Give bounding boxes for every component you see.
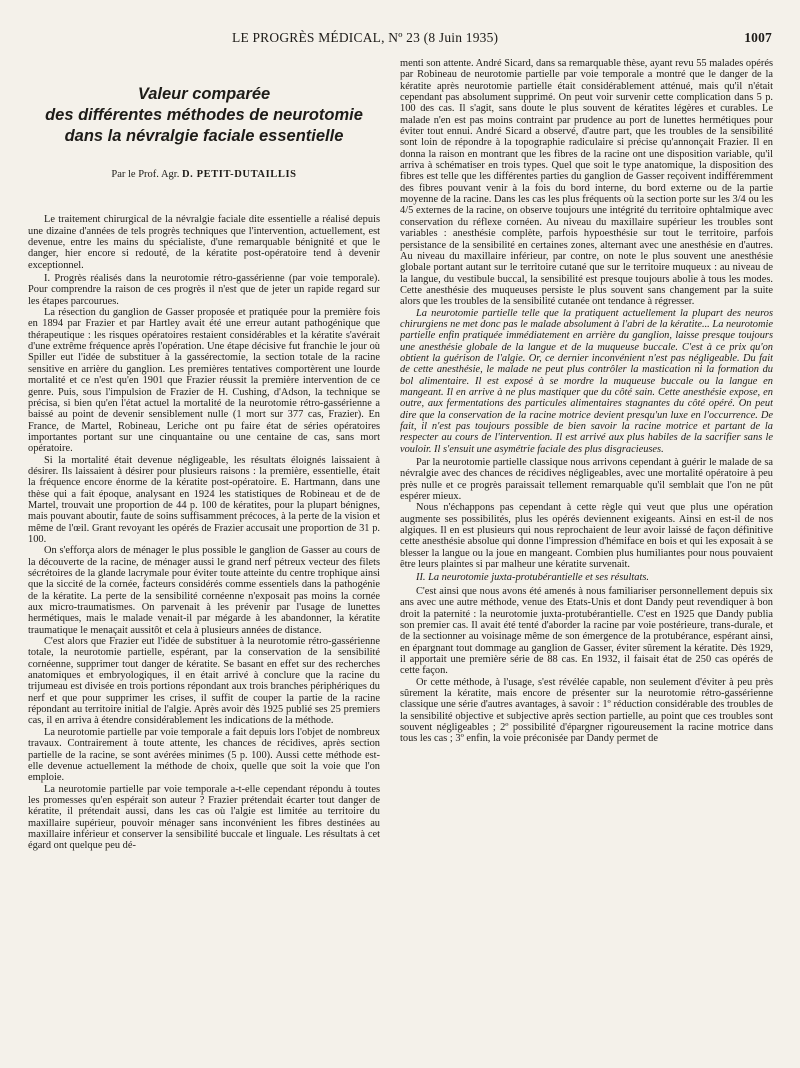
paragraph: La résection du ganglion de Gasser proposée et pratiquée pour la première fois en 1894 par Frazier et par Hartley avait été une erreur autant pathogénique que thérapeutique : les risques opératoires restaient considérables et la kératite s'avérait d'une extrême fréquence après l'opération. Une étape décisive fut franchie le jour où Spiller eut l'idée de substituer à la gassérectomie, la section totale de la racine sensitive en arrière du ganglion. Les premières tentatives comportèrent une lourde mortalité et ce n'est qu'en 1901 que Frazier réussit la première intervention de ce genre. Puis, sous l'impulsion de Frazier de H. Cushing, d'Adson, la technique se précisa, si bien qu'en l'état actuel la mortalité de la neurotomie rétro-gassérienne a baissé au point de devenir sensiblement nulle (1 mort sur 377 cas, Frazier). En France, de Martel, Robineau, Leriche ont pu faire état de séries opératoires importantes portant sur une cinquantaine ou une centaine de cas, sans mort opératoire. bbox=[28, 307, 380, 455]
paragraph: Le traitement chirurgical de la névralgie faciale dite essentielle a réalisé depuis une dizaine d'années de tels progrès techniques que l'intervention, actuellement, est devenue, entre les mains du spécialiste, d'une remarquable bénignité et que le danger, hier encore si redouté, de la kératite post-opératoire tend à devenir exceptionnel. bbox=[28, 214, 380, 271]
paragraph: Nous n'échappons pas cependant à cette règle qui veut que plus une opération augmente ses possibilités, plus les opérés deviennent exigeants. Ainsi en est-il de nos algiques. Il en est plusieurs qui nous reprochaient de leur avoir laissé de façon définitive cette anesthésie absolue qui donne l'impression d'hémiface en bois et qui les exposait à se blesser la langue ou la joue en mangeant. Combien plus humiliantes pour nous pouvaient être leurs plaintes si par malheur une kératite survenait. bbox=[400, 502, 773, 571]
page-number: 1007 bbox=[744, 30, 772, 45]
title-line: des différentes méthodes de neurotomie bbox=[45, 106, 363, 124]
paragraph: I. Progrès réalisés dans la neurotomie rétro-gassérienne (par voie temporale). Pour comprendre la raison de ces progrès il n'est que de jeter un rapide regard sur les étapes parcourues. bbox=[28, 273, 380, 307]
byline bbox=[28, 169, 380, 180]
paragraph: menti son attente. André Sicard, dans sa remarquable thèse, ayant revu 55 malades opérés par Robineau de neurotomie partielle par voie temporale a montré que le danger de la kératite après neurotomie partielle était considérablement atténué, mais qu'il n'était cependant pas absolument supprimé. On peut voir survenir cette complication dans 5 p. 100 des cas. Il s'agit, sans doute le plus souvent de kératites légères et curables. Le malade n'en est pas moins contraint par prudence au port de lunettes hermétiques pour éviter tout ennui. André Sicard a observé, d'autre part, que les troubles de la sensibilité sont loin de répondre à la topographie radiculaire si précise qu'annonçait Frazier. Il en donna la raison en montrant que les fibres de la racine ont une disposition variable, qu'il arriva à schématiser en trois types. Quel que soit le type anatomique, la disposition des fibres est telle que les différentes parties du ganglion de Gasser reçoivent indifféremment des fibres pouvant venir à la fois du bord interne, du bord externe ou de la partie moyenne de la racine. Dans les cas les plus fréquents où la section porte sur les 3/4 ou les 4/5 externes de la racine, on observe toujours une intégrité du territoire ophtalmique avec conservation du réflexe cornéen. Au niveau du maxillaire supérieur les troubles sont variables : anesthésie complète, parfois hypoesthésie sur tout le territoire, parfois persistance de la sensibilité en certaines zones, alternant avec une anesthésie en d'autres. Au niveau du maxillaire inférieur, par contre, on note le plus souvent une anesthésie globale portant autant sur le territoire cutané que sur le territoire muqueux : au niveau de la langue, du vestibule buccal, la sensibilité est presque toujours abolie à tous les modes. Cette anesthésie des muqueuses persiste le plus souvent sans changement par la suite alors que les troubles de la sensibilité cutanée ont tendance à régresser. bbox=[400, 58, 773, 308]
title-line: dans la névralgie faciale essentielle bbox=[64, 127, 344, 145]
paragraph: La neurotomie partielle par voie temporale a fait depuis lors l'objet de nombreux travaux. Contrairement à toute attente, les chances de récidives, après section partielle de la racine, se sont avérées minimes (5 p. 100). Aussi cette méthode est-elle devenue actuellement la méthode de choix, quelle que soit la voie que l'on emploie. bbox=[28, 726, 380, 784]
paragraph: C'est ainsi que nous avons été amenés à nous familiariser personnellement depuis six ans avec une autre méthode, venue des Etats-Unis et dont Dandy peut revendiquer à bon droit la paternité : la neurotomie juxta-protubérantielle. C'est en 1925 que Dandy publia son premier cas. Il avait été tenté d'aborder la racine par voie postérieure, trans-durale, et de la sectionner au voisinage même de son émergence de la protubérance, espérant ainsi, en épargnant tout dommage au ganglion de Gasser, éviter sûrement la kératite. Dès 1929, il apportait une première série de 88 cas. En 1932, il faisait état de 250 cas opérés de cette façon. bbox=[400, 585, 773, 677]
author-name: D. PETIT-DUTAILLIS bbox=[181, 169, 297, 180]
article-title bbox=[28, 84, 380, 147]
paragraph: Si la mortalité était devenue négligeable, les résultats éloignés laissaient à désirer. Ils laissaient à désirer pour plusieurs raisons : la première, essentielle, était la fréquence encore énorme de la kératite post-opératoire. E. Hartmann, dans une thèse qui a fait époque, analysant en 1924 les statistiques de Robineau et de de Martel, trouvait une proportion de 44 p. 100 de kératites, pour la plupart bénignes, mais pouvant aboutir, faute de soins suffisamment précoces, à la perte de la vision et même de l'œil. Grant revoyant les opérés de Frazier accusait une proportion de 31 p. 100. bbox=[28, 454, 380, 545]
paragraph: La neurotomie partielle telle que la pratiquent actuellement la plupart des neuros chirurgiens ne met donc pas le malade absolument à l'abri de la kératite... La neurotomie partielle enfin pratiquée immédiatement en arrière du ganglion, laisse presque toujours une anesthésie globale de la langue et de la muqueuse buccale. C'est à ce prix qu'on obtient la guérison de l'algie. Or, ce dernier inconvénient n'est pas négligeable. Du fait de cette anesthésie, le malade ne peut plus contrôler la mastication ni la formation du bol alimentaire. Il est exposé à se mordre la muqueuse buccale ou la langue en mangeant. Il en arrive à ne plus mastiquer que du côté sain. Cette anesthésie expose, en outre, aux fermentations des particules alimentaires stagnantes du côté opéré. On peut dire que la conservation de la racine motrice devient presqu'un luxe en l'occurrence. De fait, il n'est pas toujours possible de bien savoir la racine motrice et partant de la respecter au cours de l'intervention. Il est arrivé aux plus habiles de la sacrifier sans le vouloir. Il s'ensuit une asymétrie faciale des plus disgracieuses. bbox=[400, 307, 773, 455]
paragraph: On s'efforça alors de ménager le plus possible le ganglion de Gasser au cours de la découverte de la racine, de ménager aussi le grand nerf pétreux vecteur des filets sécrétoires de la glande lacrymale pour éviter toute atteinte du centre trophique ainsi que la siccité de la cornée, facteurs considérés comme essentiels dans la pathogénie de la kératite. La perte de la sensibilité cornéenne n'exposait pas moins la cornée aux micro-traumatismes. On parvenait à les prévenir par l'usage de lunettes hermétiques, mais le malade venait-il par mégarde à les abandonner, la kératite traumatique le menaçait aussitôt et cela à plusieurs années de distance. bbox=[28, 545, 380, 636]
title-line: Valeur comparée bbox=[137, 85, 271, 103]
paragraph: C'est alors que Frazier eut l'idée de substituer à la neurotomie rétro-gassérienne totale, la neurotomie partielle, espérant, par la conservation de la sensibilité cornéenne, supprimer tout danger de kératite. Se basant en effet sur des recherches anatomiques et embryologiques, il en était arrivé à conclure que la racine du trijumeau est divisée en trois portions répondant aux trois branches périphériques du nerf et que pour supprimer les crises, il suffit de couper la partie de la racine répondant au territoire initial de l'algie. Après avoir dès 1925 publié ses 25 premiers cas, il en arriva à étendre considérablement les indications de la méthode. bbox=[28, 636, 380, 727]
paragraph: Par la neurotomie partielle classique nous arrivons cependant à guérir le malade de sa névralgie avec des chances de récidives négligeables, avec une mortalité opératoire à peu près nulle et ce progrès paraissait tellement remarquable qu'il semblait que l'on ne pût espérer mieux. bbox=[400, 457, 773, 503]
left-column bbox=[28, 62, 380, 1062]
paragraph: La neurotomie partielle par voie temporale a-t-elle cependant répondu à toutes les promesses qu'en espérait son auteur ? Frazier prétendait écarter tout danger de kératite, il prétendait aussi, dans les cas où l'algie est limitée au territoire du maxillaire supérieur, pouvoir ménager sans inconvénient les fibres destinées au maxillaire inférieur et conserver la sensibilité buccale et linguale. Les résultats à cet égard ont quelque peu dé- bbox=[28, 783, 380, 852]
running-title: LE PROGRÈS MÉDICAL, Nº 23 (8 Juin 1935) bbox=[232, 30, 499, 45]
author-prefix: Par le Prof. Agr. bbox=[111, 169, 180, 180]
right-column bbox=[400, 58, 773, 1058]
running-header bbox=[232, 30, 772, 50]
section-heading: II. La neurotomie juxta-protubérantielle et ses résultats. bbox=[416, 572, 649, 584]
paragraph: Or cette méthode, à l'usage, s'est révélée capable, non seulement d'éviter à peu près sûrement la kératite, mais encore de présenter sur la neurotomie rétro-gassérienne classique une série d'autres avantages, à savoir : 1º réduction considérable des troubles de la sensibilité objective et subjective après section partielle, au point que ces troubles sont souvent négligeables ; 2º possibilité d'épargner rigoureusement la racine motrice dans tous les cas ; 3º enfin, la voie préconisée par Dandy permet de bbox=[400, 676, 773, 745]
